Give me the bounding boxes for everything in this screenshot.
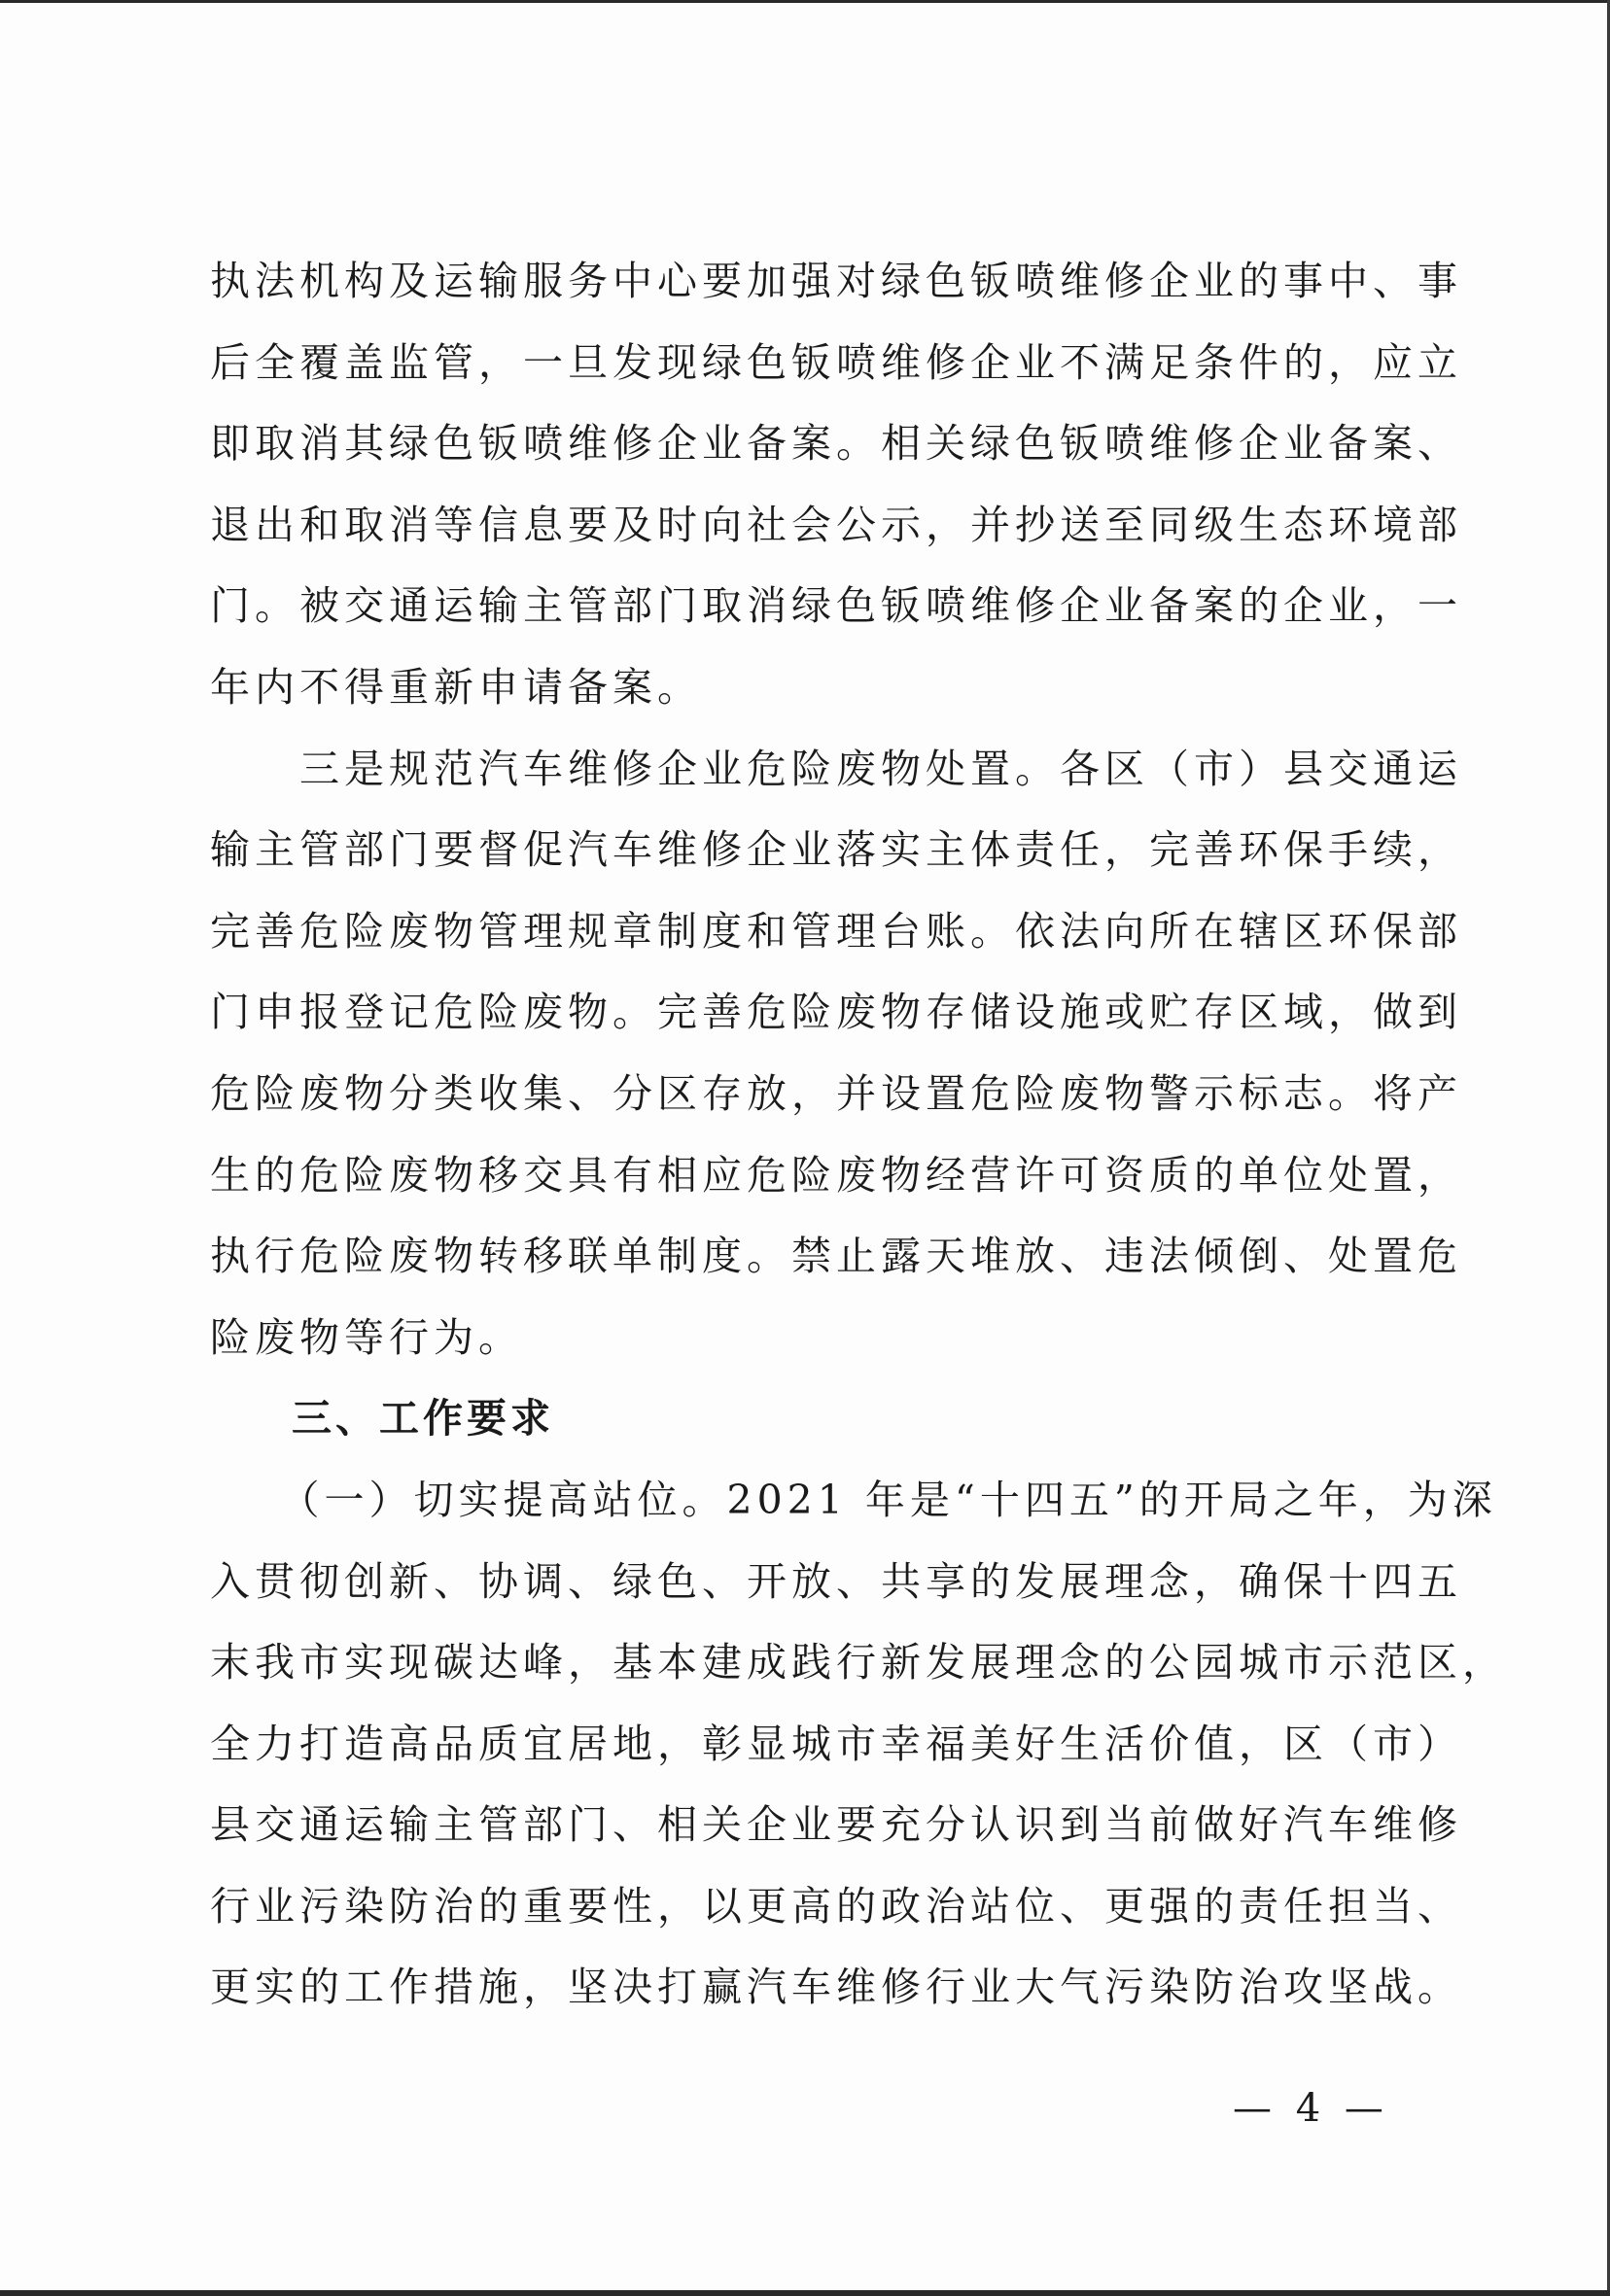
text-line: 后全覆盖监管，一旦发现绿色钣喷维修企业不满足条件的，应立: [210, 338, 1462, 386]
text-line: 入贯彻创新、协调、绿色、开放、共享的发展理念，确保十四五: [210, 1557, 1462, 1605]
text-line: 县交通运输主管部门、相关企业要充分认识到当前做好汽车维修: [210, 1801, 1462, 1849]
text-line: 退出和取消等信息要及时向社会公示，并抄送至同级生态环境部: [210, 501, 1462, 548]
text-line: 完善危险废物管理规章制度和管理台账。依法向所在辖区环保部: [210, 907, 1462, 955]
text-line: 行业污染防治的重要性，以更高的政治站位、更强的责任担当、: [210, 1882, 1462, 1930]
text-line: 危险废物分类收集、分区存放，并设置危险废物警示标志。将产: [210, 1069, 1462, 1117]
text-line: 门。被交通运输主管部门取消绿色钣喷维修企业备案的企业，一: [210, 582, 1462, 630]
text-line: 年内不得重新申请备案。: [210, 663, 702, 711]
scan-border-bottom: [0, 2290, 1610, 2296]
text-line: 门申报登记危险废物。完善危险废物存储设施或贮存区域，做到: [210, 989, 1462, 1036]
text-line: 输主管部门要督促汽车维修企业落实主体责任，完善环保手续，: [210, 826, 1462, 874]
text-line: 执法机构及运输服务中心要加强对绿色钣喷维修企业的事中、事: [210, 258, 1462, 304]
body-text: [210, 241, 1507, 2029]
page-number: — 4 —: [1233, 2086, 1389, 2131]
text-line: 更实的工作措施，坚决打赢汽车维修行业大气污染防治攻坚战。: [210, 1964, 1462, 2011]
text-line: 险废物等行为。: [210, 1313, 523, 1361]
text-line: 即取消其绿色钣喷维修企业备案。相关绿色钣喷维修企业备案、: [210, 420, 1462, 468]
text-line: 生的危险废物移交具有相应危险废物经营许可资质的单位处置，: [210, 1151, 1462, 1199]
text-line: 末我市实现碳达峰，基本建成践行新发展理念的公园城市示范区，: [210, 1639, 1507, 1687]
text-line: 全力打造高品质宜居地，彰显城市幸福美好生活价值，区（市）: [210, 1720, 1462, 1767]
section-heading: 三、工作要求: [292, 1395, 554, 1443]
scan-border-top: [0, 0, 1610, 3]
text-line: 三是规范汽车维修企业危险废物处置。各区（市）县交通运: [210, 745, 1462, 792]
text-line: （一）切实提高站位。2021 年是“十四五”的开局之年，为深: [210, 1476, 1497, 1523]
text-line: 执行危险废物转移联单制度。禁止露天堆放、违法倾倒、处置危: [210, 1233, 1462, 1280]
